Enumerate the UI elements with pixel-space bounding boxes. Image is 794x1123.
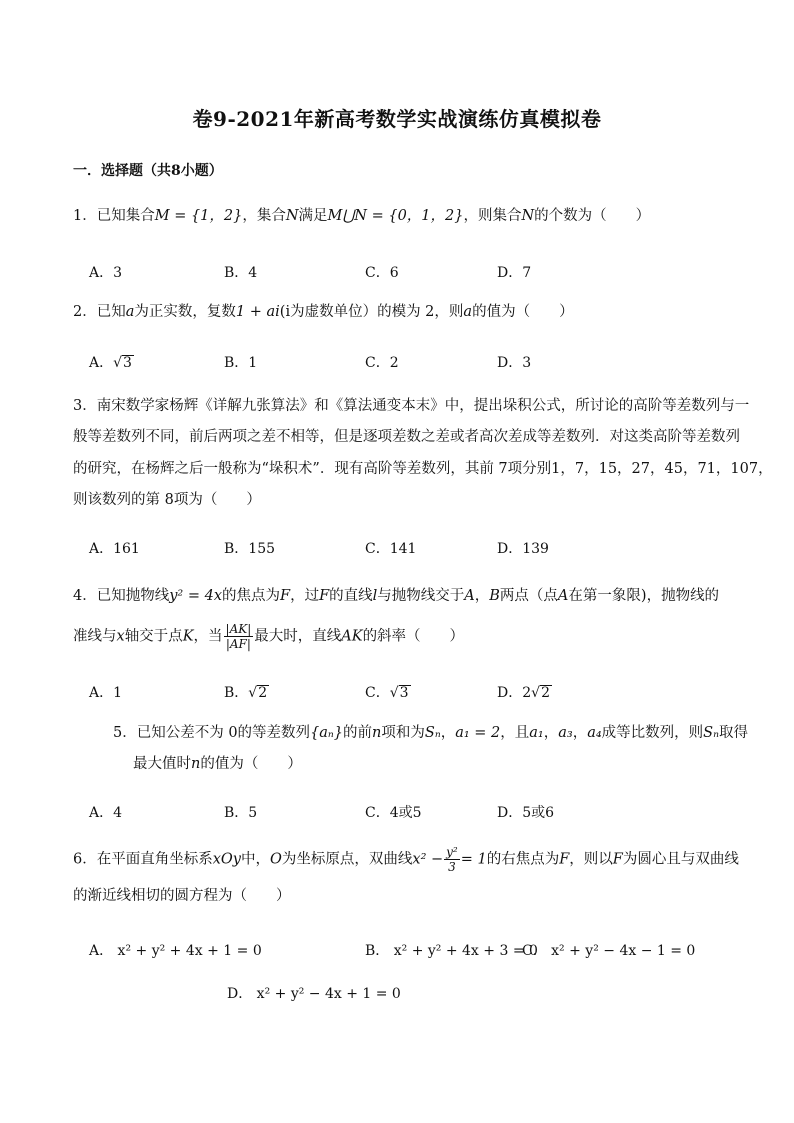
q5-option-c[interactable]: C．4或5 <box>365 805 422 821</box>
q4-text: 的直线 <box>329 588 373 604</box>
q3-option-a[interactable]: A．161 <box>89 541 140 557</box>
q5-line-2 <box>133 754 302 775</box>
q2-option-a-radicand: 3 <box>123 355 132 371</box>
q6-var-o: O <box>270 851 282 868</box>
q4-text: 准线与 <box>73 628 117 645</box>
q1-option-a[interactable]: A．3 <box>89 265 123 281</box>
q6-option-d[interactable]: D． x² + y² − 4x + 1 = 0 <box>227 986 401 1002</box>
q4-option-b[interactable] <box>224 682 269 702</box>
q4-text: ， <box>474 588 490 604</box>
q6-text: 为坐标原点，双曲线 <box>281 851 413 868</box>
q4-var-x: x <box>116 628 125 645</box>
q6-hyperbola: = 1 <box>460 851 487 868</box>
q5-text: 成等比数列，则 <box>601 725 704 741</box>
q6-hyperbola: x² − <box>412 851 444 868</box>
q4-text: 的焦点为 <box>222 588 281 604</box>
q6-text: 6．在平面直角坐标系 <box>73 851 213 868</box>
section-heading: 一．选择题（共8小题） <box>73 163 223 179</box>
q4-option-d-label: D．2 <box>497 685 532 701</box>
q2-text: 的值为（ ） <box>472 304 574 320</box>
q1-text: 满足 <box>298 208 328 224</box>
q5-var-n: n <box>372 725 382 741</box>
q6-frac-num: y² <box>446 845 458 859</box>
q5-a1: a₁ = 2 <box>455 725 501 741</box>
q5-a1b: a₁ <box>529 725 544 741</box>
q1-var-n: N <box>521 208 535 224</box>
q4-line-2 <box>73 622 464 651</box>
q6-text: 的右焦点为 <box>486 851 560 868</box>
q4-option-d-radicand: 2 <box>541 685 550 701</box>
q5-option-b[interactable]: B．5 <box>224 805 258 821</box>
q5-text: 最大值时 <box>133 756 191 772</box>
q2-option-a[interactable] <box>89 352 134 372</box>
q6-option-b[interactable]: B． x² + y² + 4x + 3 = 0 <box>365 943 538 959</box>
q3-line-1: 3．南宋数学家杨辉《详解九张算法》和《算法通变本末》中，提出垛积公式，所讨论的高阶等差数列与一 <box>73 398 750 414</box>
q1-var-n: N <box>285 208 299 224</box>
q4-text: ，过 <box>290 588 320 604</box>
q4-var-a: A <box>464 588 475 604</box>
q6-option-c[interactable]: C． x² + y² − 4x − 1 = 0 <box>522 943 696 959</box>
q2-expr: 1 + ai <box>235 304 280 320</box>
q4-text: 的斜率（ ） <box>362 628 465 645</box>
q5-a4: a₄ <box>587 725 602 741</box>
q4-frac-den: |AF| <box>225 637 251 651</box>
q4-text: ，当 <box>193 628 223 645</box>
q6-option-a[interactable]: A． x² + y² + 4x + 1 = 0 <box>89 943 262 959</box>
q4-line-1 <box>73 586 719 607</box>
question-1 <box>73 206 650 227</box>
q4-option-a[interactable]: A．1 <box>89 685 123 701</box>
q5-option-d[interactable]: D．5或6 <box>497 805 555 821</box>
q4-fraction <box>224 622 254 651</box>
q5-text: 5．已知公差不为 0的等差数列 <box>113 725 311 741</box>
q4-option-c[interactable] <box>365 682 411 702</box>
q1-set-m: M = {1，2} <box>154 208 243 224</box>
q1-text: ，集合 <box>242 208 286 224</box>
q1-text: ，则集合 <box>463 208 522 224</box>
q2-option-d[interactable]: D．3 <box>497 355 532 371</box>
q6-xoy: xOy <box>212 851 241 868</box>
page-title: 卷9-2021年新高考数学实战演练仿真模拟卷 <box>192 107 602 131</box>
q4-option-c-label: C． <box>365 685 390 701</box>
q2-text: (i为虚数单位）的模为 2，则 <box>279 304 464 320</box>
q4-option-d[interactable] <box>497 682 552 702</box>
q4-option-b-radicand: 2 <box>258 685 268 701</box>
q1-option-b[interactable]: B．4 <box>224 265 258 281</box>
q4-var-l: l <box>372 588 378 604</box>
q4-var-b: B <box>489 588 500 604</box>
q5-text: ， <box>440 725 456 741</box>
q5-a3: a₃ <box>558 725 573 741</box>
q5-var-n: n <box>191 756 201 772</box>
q2-option-c[interactable]: C．2 <box>365 355 399 371</box>
q4-text: 两点（点 <box>499 588 558 604</box>
q5-option-a[interactable]: A．4 <box>89 805 123 821</box>
q5-text: 取得 <box>718 725 748 741</box>
q3-line-2: 般等差数列不同，前后两项之差不相等，但是逐项差数之差或者高次差成等差数列．对这类高阶等差数列 <box>73 429 740 445</box>
q4-var-k: K <box>182 628 194 645</box>
q2-var-a: a <box>463 304 473 320</box>
q2-option-a-label: A． <box>89 355 114 371</box>
q4-var-f: F <box>319 588 330 604</box>
q5-text: 的值为（ ） <box>200 756 302 772</box>
q5-text: ，且 <box>500 725 530 741</box>
q3-option-d[interactable]: D．139 <box>497 541 549 557</box>
q4-option-b-label: B． <box>224 685 249 701</box>
q6-frac-den: 3 <box>448 860 456 874</box>
q6-text: ，则以 <box>569 851 613 868</box>
q5-seq: {aₙ} <box>310 725 344 741</box>
question-2 <box>73 302 574 323</box>
q1-text: 的个数为（ ） <box>534 208 651 224</box>
q5-sn: Sₙ <box>424 725 441 741</box>
q1-option-d[interactable]: D．7 <box>497 265 532 281</box>
q6-line-1 <box>73 845 739 874</box>
q2-text: 为正实数，复数 <box>134 304 236 320</box>
q3-line-3: 的研究，在杨辉之后一般称为“垛积术”．现有高阶等差数列，其前 7项分别1，7，15，27，45，71，107， <box>73 461 773 477</box>
q6-text: 中， <box>241 851 270 868</box>
q2-var-a: a <box>125 304 135 320</box>
q1-union: M⋃N = {0，1，2} <box>327 208 464 224</box>
q4-var-a: A <box>557 588 569 604</box>
q5-text: ， <box>572 725 588 741</box>
sqrt-sign-icon: √ <box>389 685 399 701</box>
q6-var-f: F <box>559 851 570 868</box>
q4-var-ak: AK <box>341 628 363 645</box>
sqrt-sign-icon: √ <box>531 685 541 701</box>
q2-text: 2．已知 <box>73 304 126 320</box>
q4-var-f: F <box>280 588 291 604</box>
q5-text: 项和为 <box>381 725 425 741</box>
q4-frac-num: |AK| <box>225 622 252 636</box>
q1-text: 1．已知集合 <box>73 208 155 224</box>
q4-text: 最大时，直线 <box>254 628 342 645</box>
q1-option-c[interactable]: C．6 <box>365 265 399 281</box>
q4-option-c-radicand: 3 <box>399 685 409 701</box>
q6-var-f: F <box>612 851 623 868</box>
q4-text: 在第一象限)，抛物线的 <box>568 588 720 604</box>
q5-sn: Sₙ <box>703 725 719 741</box>
q3-line-4: 则该数列的第 8项为（ ） <box>73 492 261 508</box>
q6-fraction <box>444 845 460 874</box>
q6-text: 为圆心且与双曲线 <box>622 851 739 868</box>
q4-parabola: y² = 4x <box>169 588 223 604</box>
q5-text: ， <box>543 725 559 741</box>
q4-text: 轴交于点 <box>124 628 183 645</box>
q3-option-b[interactable]: B．155 <box>224 541 276 557</box>
q4-text: 4．已知抛物线 <box>73 588 170 604</box>
q5-line-1 <box>113 723 748 744</box>
q2-option-b[interactable]: B．1 <box>224 355 258 371</box>
q4-text: 与抛物线交于 <box>377 588 465 604</box>
sqrt-sign-icon: √ <box>113 355 123 371</box>
q5-text: 的前 <box>343 725 373 741</box>
sqrt-sign-icon: √ <box>248 685 258 701</box>
q6-line-2: 的渐近线相切的圆方程为（ ） <box>73 888 291 904</box>
q3-option-c[interactable]: C．141 <box>365 541 417 557</box>
